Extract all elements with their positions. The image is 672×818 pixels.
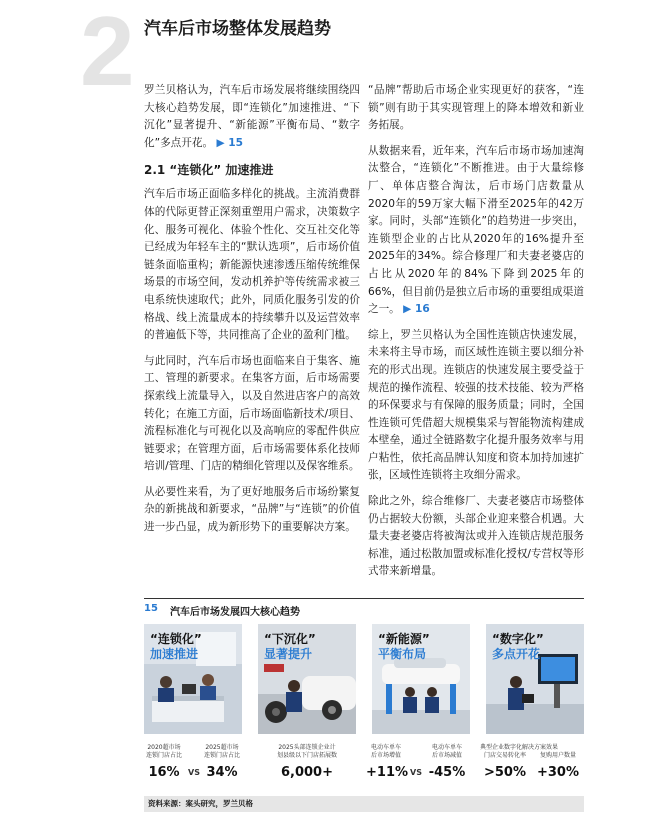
card-title: “数字化”	[492, 632, 544, 646]
paragraph-additional: 除此之外，综合维修厂、夫妻老婆店市场整体仍占据较大份额，头部企业迎来整合机遇。大量夫妻老婆店将被淘汰或并入连锁店规范服务标准，通过松散加盟或标准化授权/专营权等形式带来新增量。	[368, 495, 584, 578]
card-subtitle: 显著提升	[264, 647, 313, 661]
vs-label: VS	[188, 768, 200, 777]
stat-label: 复购用户数量	[539, 752, 576, 759]
exhibit-number: 15	[144, 603, 158, 614]
stat-value: >50%	[483, 765, 526, 780]
section-number: 2	[80, 0, 135, 106]
stat-2020-chain-share	[144, 744, 184, 781]
paragraph-data	[368, 143, 584, 319]
card-subtitle: 多点开花	[492, 647, 541, 661]
paragraph-requirements: 与此同时，汽车后市场也面临来自于集客、施工、管理的新要求。在集客方面，后市场需要探索线上流量导入，以及自然进店客户的高效转化；在施工方面，后市场面临新技术/项目、流程标准化与可视化以及高响应的零配件供应链要求；在管理方面，后市场需要体系化技师培训/管理、门店的精细化管理以及保客维系。	[144, 354, 360, 473]
trend-card-digital	[486, 624, 584, 734]
vs-label: VS	[410, 768, 422, 777]
stat-label: 电动车单车	[431, 744, 462, 751]
paragraph-challenges: 汽车后市场正面临多样化的挑战。主流消费群体的代际更替正深刻重塑用户需求，决策数字化、服务可视化、体验个性化、交互社交化等已经成为年轻车主的“默认选项”，后市场价值链条面临重构；新能源快速渗透压缩传统维保场景的市场空间，发动机养护等传统需求被三电系统快速取代；此外，同质化服务引发的价格战、线上流量成本的持续攀升以及运营效率的普遍低下等，共同推高了企业的盈利门槛。	[144, 188, 360, 342]
card-title: “新能源”	[378, 632, 430, 646]
stat-label: 连锁门店占比	[203, 752, 240, 759]
intro-paragraph	[144, 82, 360, 152]
stat-label: 电动车单车	[370, 744, 401, 751]
stat-label: 后市场减值	[431, 752, 462, 759]
card-subtitle: 平衡布局	[378, 647, 427, 661]
paragraph-brand-chain: “品牌”帮助后市场企业实现更好的获客，“连锁”则有助于其实现管理上的降本增效和新业务拓展。	[368, 84, 584, 132]
exhibit-title: 汽车后市场发展四大核心趋势	[170, 607, 300, 618]
stat-ev-increase	[366, 744, 409, 781]
stat-label: 划县级以下门店拓展数	[276, 752, 337, 759]
source-note: 资料来源：案头研究，罗兰贝格	[144, 796, 584, 812]
exhibit-ref-15[interactable]: ▶ 15	[216, 136, 244, 149]
stat-2025-chain-share	[202, 744, 242, 781]
stat-value: +30%	[536, 765, 579, 780]
stat-value: 6,000+	[280, 765, 333, 780]
stat-label	[534, 744, 582, 752]
card-title: “连锁化”	[150, 632, 202, 646]
stat-ev-decrease	[426, 744, 468, 781]
trend-card-new-energy	[372, 624, 470, 734]
stat-value: +11%	[366, 765, 409, 780]
paragraph-necessity: 从必要性来看，为了更好地服务后市场纷繁复杂的新挑战和新要求，“品牌”与“连锁”的价值进一步凸显，成为新形势下的重要解决方案。	[144, 485, 360, 534]
stat-label: 2020超市场	[147, 744, 181, 751]
stat-label: 连锁门店占比	[145, 752, 182, 759]
stat-value: 16%	[148, 765, 180, 780]
section-heading: 2.1 “连锁化” 加速推进	[144, 163, 274, 178]
stat-label: 后市场增值	[370, 752, 401, 759]
trend-card-downward	[258, 624, 356, 734]
card-subtitle: 加速推进	[150, 647, 199, 661]
trend-cards	[144, 624, 584, 734]
stat-label: 2025头部连锁企业计	[278, 744, 336, 751]
stat-value: 34%	[206, 765, 238, 780]
page-title: 汽车后市场整体发展趋势	[144, 19, 331, 39]
stat-label: 典型企业数字化解决方案效果	[480, 744, 559, 751]
exhibit-ref-16[interactable]: ▶ 16	[403, 303, 430, 316]
exhibit-15	[144, 598, 584, 780]
stat-label: 门店交易转化率	[483, 752, 526, 759]
stat-county-stores	[258, 744, 356, 781]
card-title: “下沉化”	[264, 632, 316, 646]
data-text: 从数据来看，近年来，汽车后市场市场加速淘汰整合，“连锁化”不断推进。由于大量综修厂、单体店整合淘汰，后市场门店数量从2020年的59万家大幅下滑至2025年的42万家。同时，头部“连锁化”的趋势进一步突出，连锁型企业的占比从2020年的16%提升至2025年的34%。综合修理厂和夫妻老婆店的占比从2020年的84%下降到2025年的66%，但目前仍是独立后市场的重要组成渠道之一。	[368, 144, 584, 316]
trend-card-chain	[144, 624, 242, 734]
right-column	[368, 82, 584, 589]
stat-value: -45%	[428, 765, 466, 780]
stat-repeat-users	[534, 744, 582, 781]
stat-label: 2025超市场	[205, 744, 239, 751]
paragraph-summary: 综上，罗兰贝格认为全国性连锁店快速发展，未来将主导市场，而区域性连锁主要以细分补充的形式出现。连锁店的快速发展主要受益于规范的操作流程、较强的技术技能、较为严格的环保要求与有保障的服务质量；同时，全国性连锁可凭借超大规模集采与智能物流构建成本壁垒，通过全链路数字化提升服务效率与用户粘性，依托高品牌认知度和资本加持加速扩张，区域性连锁将主攻细分需求。	[368, 328, 584, 482]
trend-stats	[144, 744, 584, 784]
left-column	[144, 82, 360, 545]
intro-text: 罗兰贝格认为，汽车后市场发展将继续围绕四大核心趋势发展，即“连锁化”加速推进、“下沉化”显著提升、“新能源”平衡布局、“数字化”多点开花。	[144, 84, 360, 149]
exhibit-header	[144, 598, 584, 620]
